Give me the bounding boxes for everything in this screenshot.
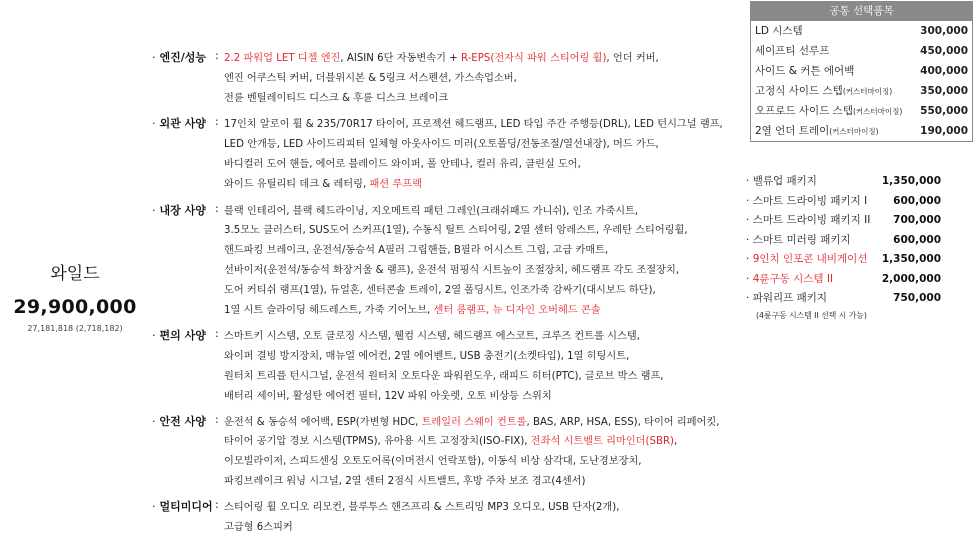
trim-column: [0, 0, 150, 551]
option-name: 세이프티 선루프: [755, 45, 830, 57]
spec-text: 스티어링 휠 오디오 리모컨, 블루투스 핸즈프리 & 스트리밍 MP3 오디오, USB 단자(2개),: [224, 501, 620, 513]
spec-line: [224, 413, 742, 433]
option-name: LD 시스템: [755, 25, 803, 37]
spec-block: [152, 49, 742, 108]
bullet-dot-icon: ·: [152, 117, 156, 131]
trim-name: 와일드: [50, 264, 100, 284]
spec-colon: :: [215, 412, 219, 426]
package-list: [746, 172, 971, 323]
spec-text: 원터치 트리플 턴시그널, 운전석 원터치 오토다운 파워윈도우, 래피드 히터(PTC), 글로브 박스 램프,: [224, 370, 664, 382]
spec-text: 운전석 & 동승석 에어백, ESP(가변형 HDC,: [224, 416, 422, 428]
spec-text: 와이퍼 결빙 방지장치, 매뉴얼 에어컨, 2열 에어벤트, USB 충전기(소켓타입), 1열 히팅시트,: [224, 351, 630, 363]
spec-text: 와이드 유틸리티 데크 & 레터링,: [224, 178, 370, 190]
common-options-title: 공통 선택품목: [751, 2, 972, 21]
spec-line: [224, 347, 742, 367]
spec-line: [224, 387, 742, 407]
package-row: [746, 172, 971, 192]
spec-line: [224, 89, 742, 109]
spec-highlight: R-EPS(전자식 파워 스티어링 휠): [460, 53, 607, 64]
spec-text: 배터리 세이버, 활성탄 에어컨 필터, 12V 파워 아웃렛, 오토 비상등 스위치: [224, 390, 552, 402]
spec-colon: :: [215, 327, 219, 341]
spec-label-text: 엔진/성능: [159, 51, 207, 64]
spec-label: [152, 49, 222, 65]
spec-line: [224, 367, 742, 387]
bullet-dot-icon: ·: [746, 194, 753, 207]
package-price: 1,350,000: [881, 253, 941, 265]
spec-label: [152, 413, 222, 429]
spec-label: [152, 327, 222, 343]
package-price: 1,350,000: [881, 175, 941, 187]
spec-lines: [224, 327, 742, 406]
spec-text: ,: [674, 436, 678, 448]
trim-sub-price: 27,181,818 (2,718,182): [27, 324, 123, 333]
spec-text: 스마트키 시스템, 오토 클로징 시스템, 웰컴 시스템, 헤드램프 에스코트, 크루즈 컨트롤 시스템,: [224, 331, 640, 343]
spec-line: [224, 261, 742, 281]
bullet-dot-icon: ·: [152, 51, 156, 64]
option-name: 사이드 & 커튼 에어백: [755, 65, 855, 77]
package-name: 9인치 인포콘 내비게이션: [752, 253, 868, 265]
spec-line: [224, 115, 742, 135]
spec-block: [152, 413, 742, 492]
bullet-dot-icon: ·: [152, 414, 156, 428]
spec-colon: :: [215, 201, 219, 215]
spec-highlight: 전좌석 시트벨트 리마인더(SBR): [530, 436, 674, 448]
spec-colon: :: [215, 49, 219, 62]
spec-line: [224, 135, 742, 155]
bullet-dot-icon: ·: [152, 203, 156, 217]
spec-line: [224, 472, 742, 492]
spec-lines: [224, 498, 742, 538]
trim-price: 29,900,000: [13, 296, 137, 318]
spec-line: [224, 49, 742, 69]
spec-block: [152, 327, 742, 406]
spec-line: [224, 281, 742, 301]
spec-label-text: 내장 사양: [159, 203, 206, 217]
spec-text: 파킹브레이크 워닝 시그널, 2열 센터 2점식 시트밸트, 후방 주차 보조 경고(4센서): [224, 475, 586, 487]
bullet-dot-icon: ·: [152, 329, 156, 343]
package-row: [746, 211, 971, 231]
spec-highlight: 2.2 파워업 LET 디젤 엔진: [224, 53, 341, 64]
package-name: 스마트 드라이빙 패키지 I: [752, 194, 868, 207]
spec-line: [224, 452, 742, 472]
option-note: (커스터마이징): [852, 107, 903, 116]
package-name: 파워리프 패키지: [752, 292, 828, 304]
spec-block: [152, 115, 742, 194]
option-price: 450,000: [920, 45, 968, 57]
package-row: [746, 231, 971, 251]
spec-line: [224, 202, 742, 222]
spec-line: [224, 301, 742, 321]
spec-line: [224, 432, 742, 452]
package-name: 스마트 드라이빙 패키지 II: [752, 214, 871, 226]
spec-label: [152, 498, 222, 514]
package-price: 600,000: [893, 233, 941, 246]
spec-line: [224, 498, 742, 518]
spec-line: [224, 69, 742, 89]
spec-line: [224, 175, 742, 195]
bullet-dot-icon: ·: [746, 233, 753, 246]
spec-list: [152, 49, 742, 537]
package-price: 750,000: [893, 292, 941, 304]
package-row: [746, 270, 971, 290]
package-row: [746, 192, 971, 212]
option-row: [751, 81, 972, 101]
spec-text: , 언더 커버,: [606, 53, 659, 64]
option-row: [751, 101, 972, 121]
bullet-dot-icon: ·: [152, 499, 156, 513]
option-name: 2열 언더 트레이: [755, 125, 830, 137]
spec-block: [152, 202, 742, 321]
spec-lines: [224, 115, 742, 194]
spec-text: 전륜 벤틸레이티드 디스크 & 후륜 디스크 브레이크: [224, 92, 449, 104]
spec-text: LED 안개등, LED 사이드리피터 일체형 아웃사이드 미러(오토폴딩/전동조절/열선내장), 머드 가드,: [224, 139, 659, 151]
spec-highlight: 트레일러 스웨이 컨트롤: [421, 416, 527, 428]
option-row: [751, 61, 972, 81]
spec-label: [152, 115, 222, 131]
spec-line: [224, 518, 742, 538]
spec-lines: [224, 413, 742, 492]
option-note: (커스터마이징): [829, 127, 879, 136]
option-price: 400,000: [920, 65, 968, 77]
spec-text: , BAS, ARP, HSA, ESS), 타이어 리페어킷,: [526, 416, 720, 428]
spec-text: 1열 시트 슬라이딩 헤드레스트, 가죽 기어노브,: [224, 304, 434, 316]
spec-line: [224, 221, 742, 241]
spec-line: [224, 241, 742, 261]
option-price: 350,000: [920, 85, 968, 97]
spec-highlight: 센터 룸램프, 뉴 디자인 오버헤드 콘솔: [433, 304, 601, 316]
package-price: 2,000,000: [881, 272, 941, 285]
bullet-dot-icon: ·: [746, 253, 753, 265]
spec-colon: :: [215, 115, 219, 129]
spec-label-text: 외관 사양: [159, 117, 206, 131]
bullet-dot-icon: ·: [746, 175, 753, 187]
common-options-table: [750, 1, 973, 142]
bullet-dot-icon: ·: [746, 292, 753, 304]
bullet-dot-icon: ·: [746, 272, 753, 285]
package-name: 밸류업 패키지: [752, 175, 817, 187]
option-name: 고정식 사이드 스텝: [755, 85, 843, 97]
spec-text: 선바이저(운전석/동승석 화장거울 & 램프), 운전석 펌핑식 시트높이 조절장치, 헤드램프 각도 조절장치,: [224, 264, 680, 276]
option-row: [751, 21, 972, 41]
package-name: 스마트 미러링 패키지: [752, 233, 851, 246]
spec-text: 바디컬러 도어 핸들, 에어로 블레이드 와이퍼, 폴 안테나, 컬러 유리, 클린실 도어,: [224, 158, 581, 170]
spec-label-text: 편의 사양: [159, 329, 206, 343]
spec-text: 고급형 6스피커: [224, 521, 293, 533]
spec-text: 도어 커티쉬 램프(1열), 듀얼혼, 센터콘솔 트레이, 2열 폴딩시트, 인조가죽 감싸기(대시보드 하단),: [224, 284, 656, 296]
spec-block: [152, 498, 742, 538]
package-row: [746, 289, 971, 309]
spec-highlight: 패션 루프랙: [369, 178, 422, 190]
option-row: [751, 121, 972, 141]
option-price: 300,000: [920, 25, 968, 37]
spec-line: [224, 327, 742, 347]
spec-text: 타이어 공기압 경보 시스템(TPMS), 유아용 시트 고정장치(ISO-FIX),: [224, 436, 531, 448]
package-price: 600,000: [893, 194, 941, 207]
spec-text: 엔진 어쿠스틱 커버, 더블위시본 & 5링크 서스펜션, 가스속업소버,: [224, 72, 517, 84]
spec-lines: [224, 49, 742, 108]
spec-colon: :: [215, 497, 219, 511]
spec-text: 핸드파킹 브레이크, 운전석/동승석 A필러 그립핸들, B필라 어시스트 그립, 고급 카매트,: [224, 245, 609, 257]
option-row: [751, 41, 972, 61]
spec-text: 17인치 알로이 휠 & 235/70R17 타이어, 프로젝션 헤드램프, LED 타입 주간 주행등(DRL), LED 턴시그널 램프,: [224, 119, 723, 131]
spec-label-text: 멀티미디어: [159, 499, 213, 513]
option-note: (커스터마이징): [842, 87, 893, 96]
option-name: 오프로드 사이드 스텝: [755, 105, 853, 117]
spec-text: 3.5모노 클러스터, SUS도어 스커프(1열), 수동식 틸트 스티어링, 2열 센터 암레스트, 우레탄 스티어링휠,: [224, 225, 688, 237]
spec-text: 이모빌라이저, 스피드센싱 오토도어록(이머전시 언락포함), 이동식 비상 삼각대, 도난경보장치,: [224, 456, 642, 468]
spec-label-text: 안전 사양: [159, 414, 206, 428]
spec-label: [152, 202, 222, 218]
option-price: 190,000: [920, 125, 968, 137]
package-row: [746, 250, 971, 270]
spec-line: [224, 155, 742, 175]
package-note: (4륜구동 시스템 II 선택 시 가능): [756, 310, 867, 320]
option-price: 550,000: [920, 105, 968, 117]
spec-text: , AISIN 6단 자동변속기 +: [340, 53, 461, 64]
bullet-dot-icon: ·: [746, 214, 753, 226]
spec-text: 블랙 인테리어, 블랙 헤드라이닝, 지오메트릭 패턴 그레인(크래쉬패드 가니쉬), 인조 가죽시트,: [224, 205, 639, 217]
package-name: 4륜구동 시스템 II: [752, 272, 834, 285]
package-price: 700,000: [893, 214, 941, 226]
spec-lines: [224, 202, 742, 321]
